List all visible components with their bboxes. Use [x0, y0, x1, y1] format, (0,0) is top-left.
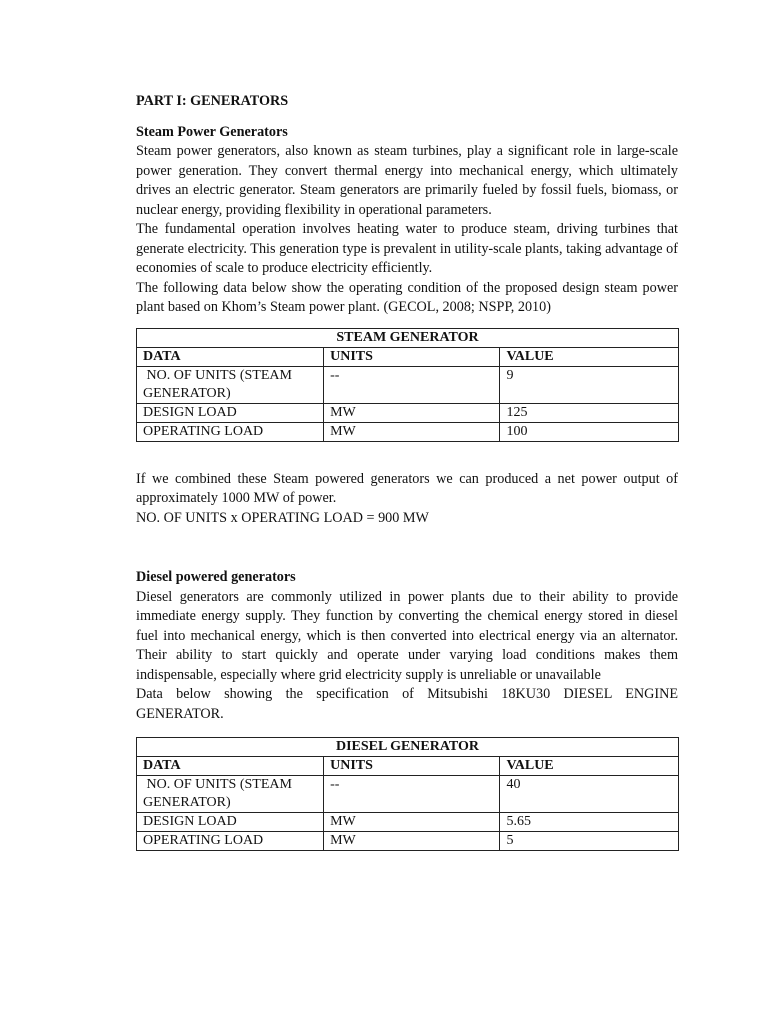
- diesel-section-heading: Diesel powered generators: [136, 569, 296, 585]
- table-cell: 5.65: [500, 813, 679, 832]
- part-heading: PART I: GENERATORS: [136, 93, 289, 109]
- table-cell: 5: [500, 832, 679, 851]
- table-cell: --: [324, 366, 500, 403]
- table-cell: 40: [500, 776, 679, 813]
- table-cell: NO. OF UNITS (STEAM GENERATOR): [137, 366, 324, 403]
- table-header-data: DATA: [137, 347, 324, 366]
- table-cell: OPERATING LOAD: [137, 422, 324, 441]
- table-header-units: UNITS: [324, 757, 500, 776]
- table-row: [137, 776, 679, 813]
- table-row: [137, 422, 679, 441]
- table-cell: 125: [500, 403, 679, 422]
- table-header-value: VALUE: [500, 347, 679, 366]
- table-row: [137, 813, 679, 832]
- table-cell: NO. OF UNITS (STEAM GENERATOR): [137, 776, 324, 813]
- table-cell: MW: [324, 422, 500, 441]
- table-cell: 100: [500, 422, 679, 441]
- table-header-value: VALUE: [500, 757, 679, 776]
- steam-paragraph-3: The following data below show the operating condition of the proposed design steam power plant based on Khom’s Steam power plant. (GECOL, 2008; NSPP, 2010): [136, 279, 678, 315]
- table-cell: MW: [324, 403, 500, 422]
- table-row: [137, 366, 679, 403]
- table-cell: DESIGN LOAD: [137, 403, 324, 422]
- document-page: [136, 92, 678, 851]
- table-header-data: DATA: [137, 757, 324, 776]
- diesel-paragraph-1: Diesel generators are commonly utilized in power plants due to their ability to provide immediate energy supply. They function by converting the chemical energy stored in diesel fuel into mechanical energy, which is then converted into electrical energy via an alternator. Their ability to start quickly and operate under varying load conditions makes them indispensable, especially where grid electricity supply is unreliable or unavailable: [136, 588, 678, 683]
- table-cell: DESIGN LOAD: [137, 813, 324, 832]
- steam-paragraph-1: Steam power generators, also known as steam turbines, play a significant role in large-scale power generation. They convert thermal energy into mechanical energy, which ultimately drives an electric generator. Steam generators are primarily fueled by fossil fuels, biomass, or nuclear energy, providing flexibility in operational parameters.: [136, 143, 678, 218]
- diesel-paragraph-2: Data below showing the specification of Mitsubishi 18KU30 DIESEL ENGINE GENERATOR.: [136, 686, 678, 722]
- diesel-generator-table: [136, 737, 679, 851]
- steam-paragraph-4: If we combined these Steam powered generators we can produced a net power output of approximately 1000 MW of power.: [136, 470, 678, 506]
- table-row: [137, 832, 679, 851]
- table-cell: OPERATING LOAD: [137, 832, 324, 851]
- table-cell: MW: [324, 813, 500, 832]
- table-title: DIESEL GENERATOR: [137, 738, 679, 757]
- steam-formula: NO. OF UNITS x OPERATING LOAD = 900 MW: [136, 509, 429, 526]
- table-cell: 9: [500, 366, 679, 403]
- steam-section-heading: Steam Power Generators: [136, 123, 288, 140]
- steam-generator-table: [136, 328, 679, 442]
- steam-paragraph-2: The fundamental operation involves heating water to produce steam, driving turbines that generate electricity. This generation type is prevalent in utility-scale plants, taking advantage of economies of scale to produce electricity efficiently.: [136, 221, 678, 276]
- table-row: [137, 403, 679, 422]
- table-cell: --: [324, 776, 500, 813]
- table-cell: MW: [324, 832, 500, 851]
- table-title: STEAM GENERATOR: [137, 328, 679, 347]
- table-header-units: UNITS: [324, 347, 500, 366]
